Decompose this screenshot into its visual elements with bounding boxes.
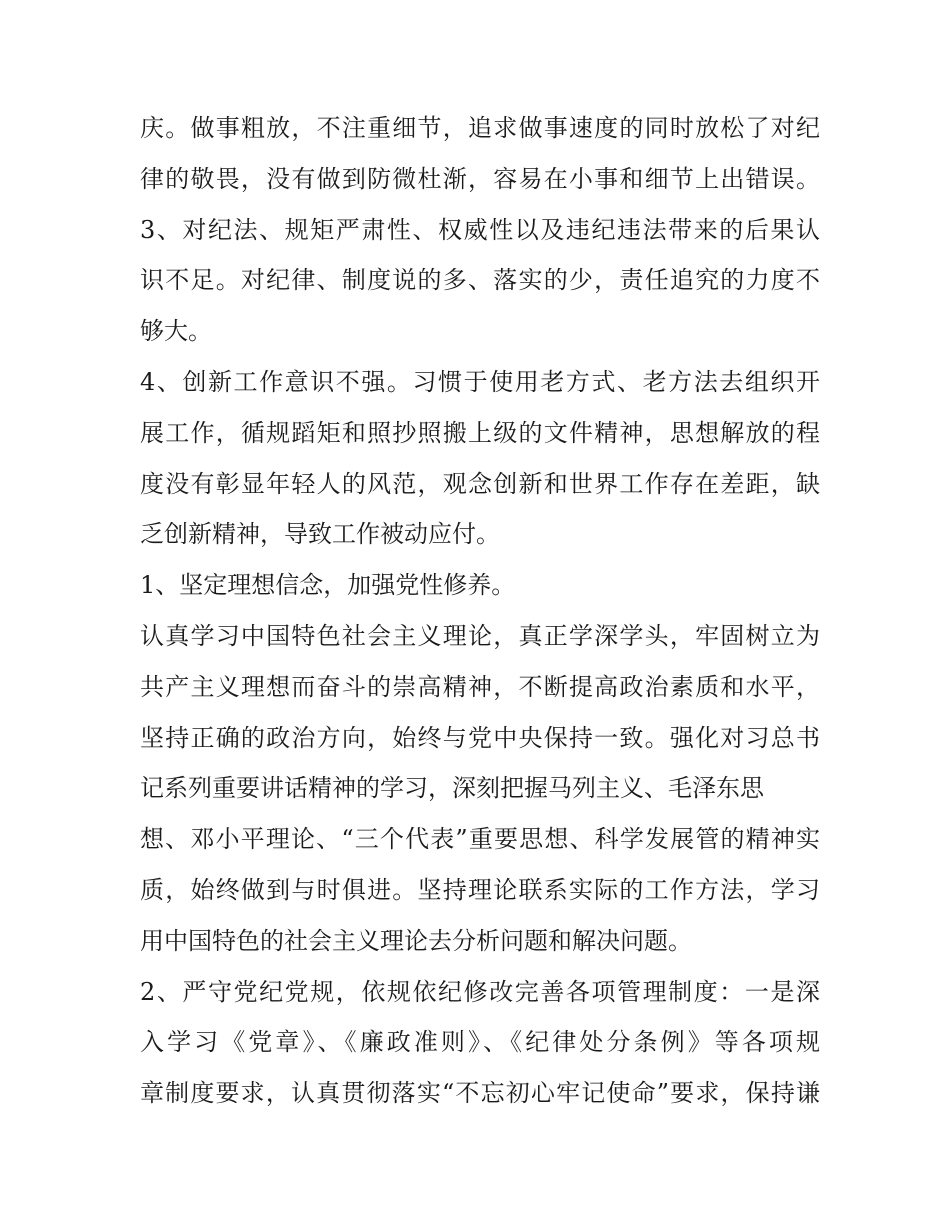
text-line: 2、严守党纪党规，依规依纪修改完善各项管理制度：一是深 (140, 977, 820, 1006)
text-line: 展工作，循规蹈矩和照抄照搬上级的文件精神，思想解放的程 (140, 418, 820, 447)
text-line: 入学习《党章》、《廉政准则》、《纪律处分条例》等各项规 (140, 1028, 820, 1057)
text-line: 想、邓小平理论、“三个代表”重要思想、科学发展管的精神实 (140, 825, 820, 854)
text-line: 律的敬畏，没有做到防微杜渐，容易在小事和细节上出错误。 (140, 164, 820, 193)
text-line: 坚持正确的政治方向，始终与党中央保持一致。强化对习总书 (140, 723, 820, 752)
document-body (140, 103, 820, 1119)
text-line: 识不足。对纪律、制度说的多、落实的少，责任追究的力度不 (140, 266, 820, 295)
text-line: 4、创新工作意识不强。习惯于使用老方式、老方法去组织开 (140, 367, 820, 396)
text-line: 度没有彰显年轻人的风范，观念创新和世界工作存在差距，缺 (140, 469, 820, 498)
text-line: 共产主义理想而奋斗的崇高精神，不断提高政治素质和水平， (140, 672, 820, 701)
text-line: 章制度要求，认真贯彻落实“不忘初心牢记使命”要求，保持谦 (140, 1079, 820, 1108)
text-line: 庆。做事粗放，不注重细节，追求做事速度的同时放松了对纪 (140, 114, 820, 142)
text-line: 3、对纪法、规矩严肃性、权威性以及违纪违法带来的后果认 (140, 215, 820, 244)
section-heading: 1、坚定理想信念，加强党性修养。 (140, 571, 516, 600)
text-line: 质，始终做到与时俱进。坚持理论联系实际的工作方法，学习 (140, 875, 820, 904)
text-line: 用中国特色的社会主义理论去分析问题和解决问题。 (140, 926, 692, 955)
text-line: 认真学习中国特色社会主义理论，真正学深学头，牢固树立为 (140, 621, 820, 650)
text-line: 够大。 (140, 317, 212, 346)
text-line: 记系列重要讲话精神的学习，深刻把握马列主义、毛泽东思 (140, 774, 764, 803)
text-line: 乏创新精神，导致工作被动应付。 (140, 520, 500, 549)
